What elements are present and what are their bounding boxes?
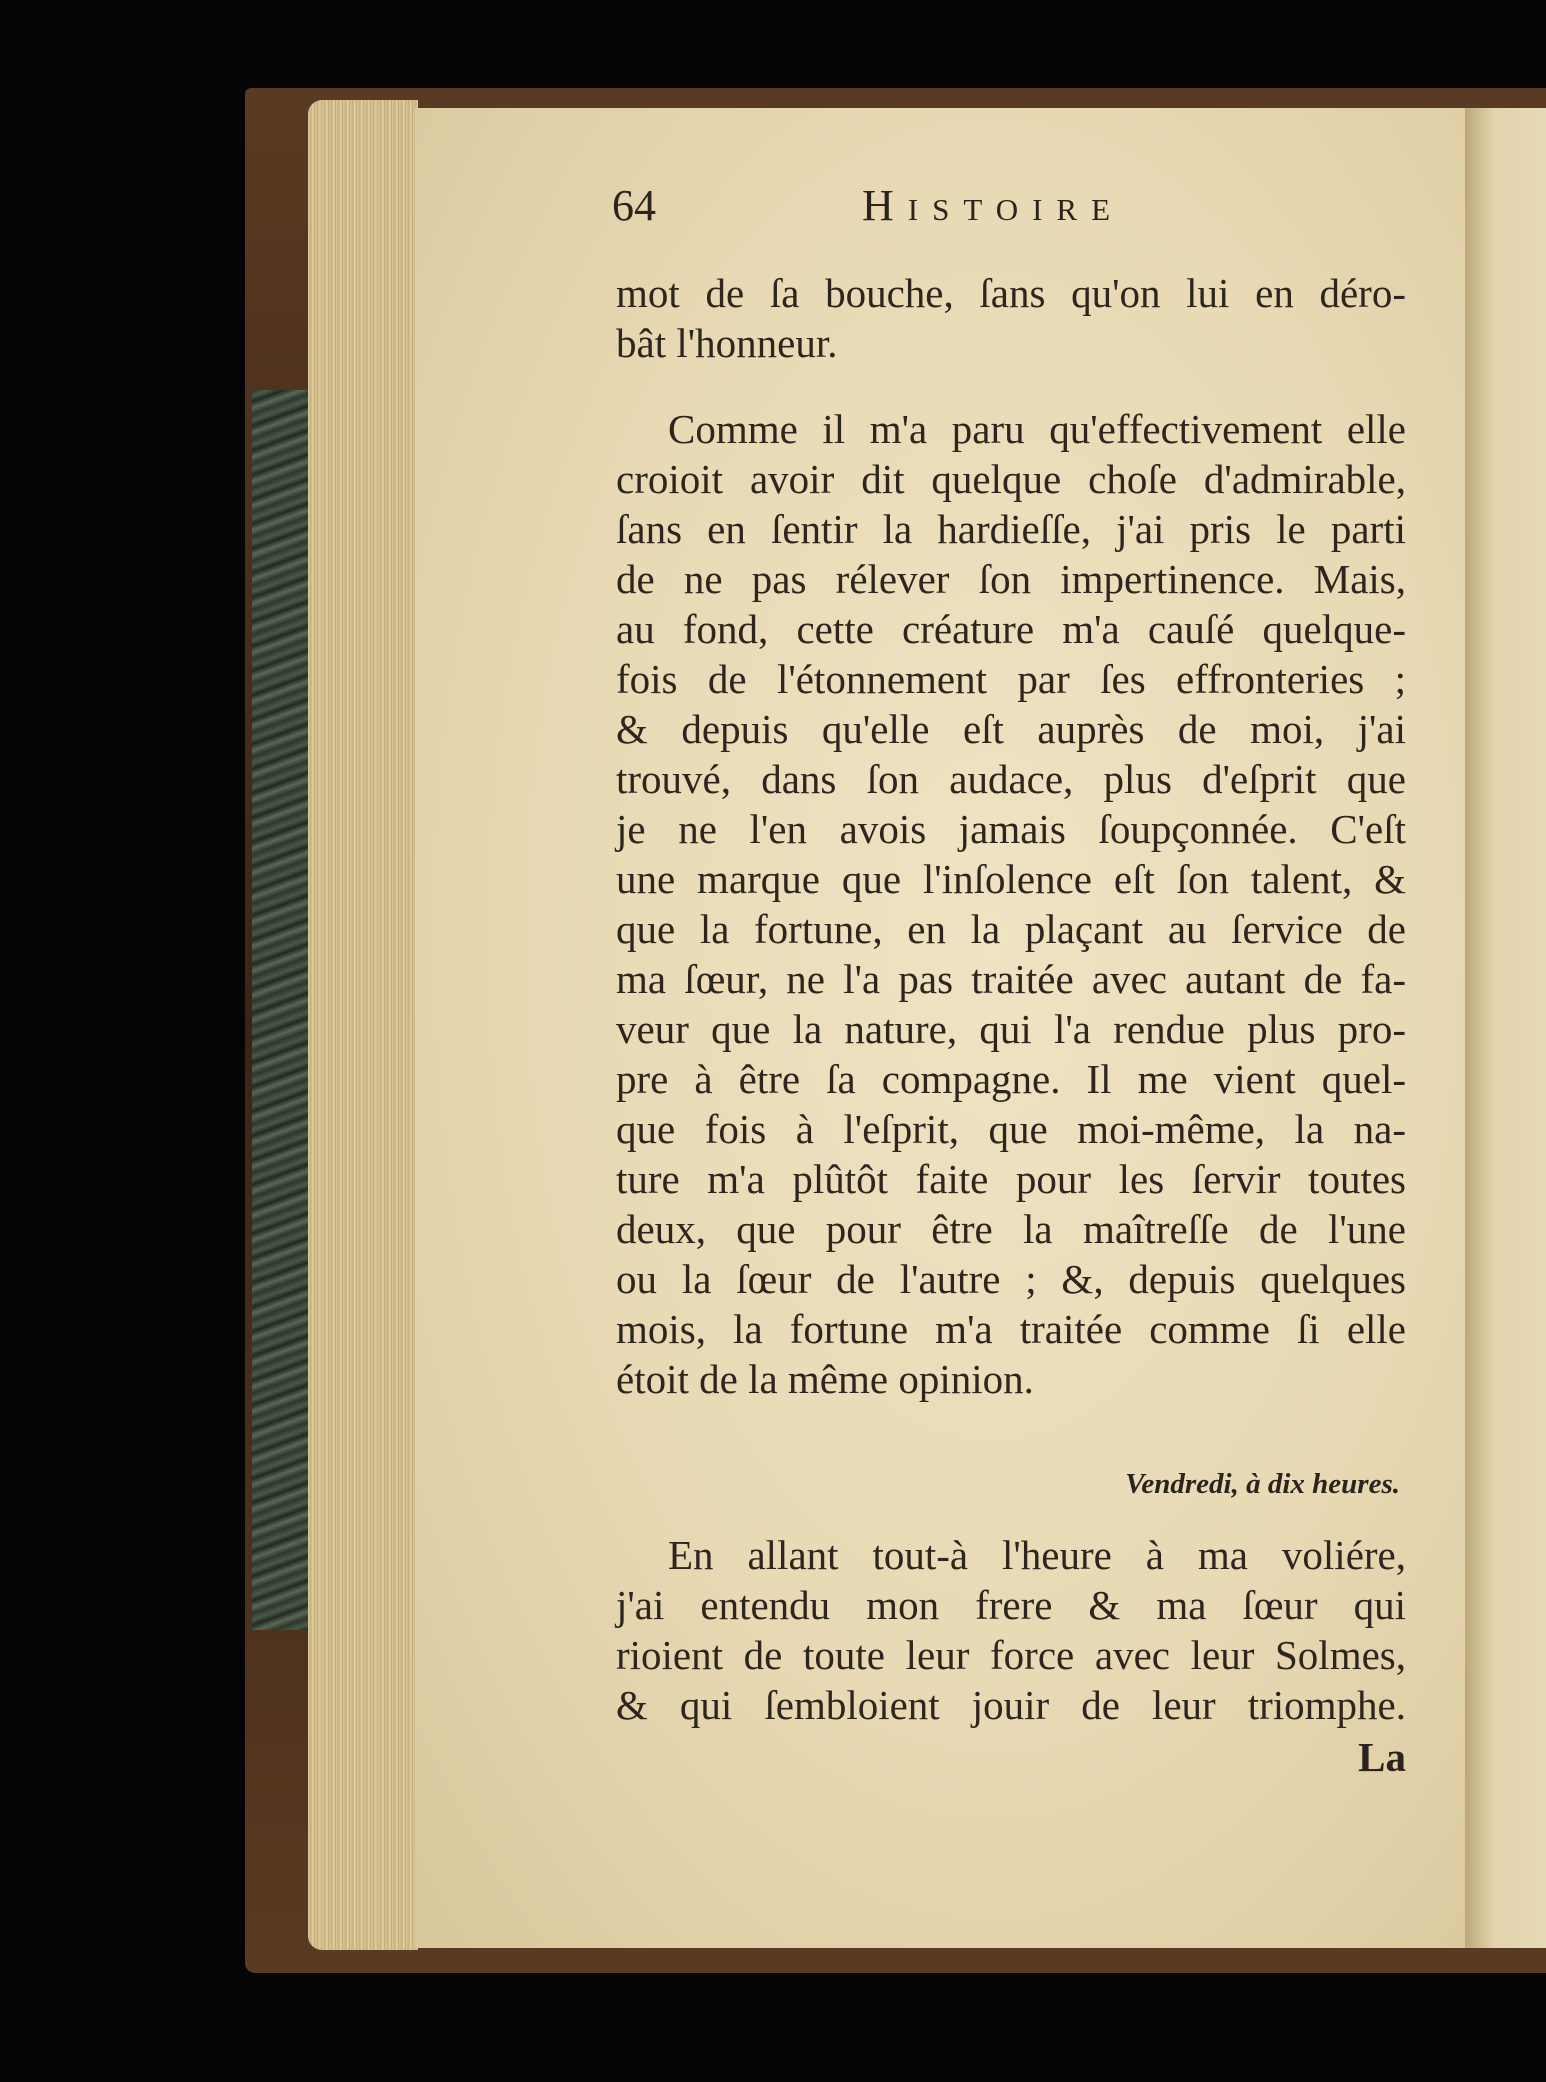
text-line: de ne pas rélever ſon impertinence. Mais, bbox=[616, 556, 1406, 602]
page-edges bbox=[308, 100, 418, 1950]
catchword: La bbox=[1358, 1734, 1406, 1780]
dateline: Vendredi, à dix heures. bbox=[1125, 1468, 1400, 1500]
text-line: deux, que pour être la maîtreſſe de l'une bbox=[616, 1206, 1406, 1252]
text-line: Comme il m'a paru qu'effectivement elle bbox=[668, 406, 1406, 452]
facing-page-edge bbox=[1465, 108, 1546, 1948]
running-title: Histoire bbox=[862, 181, 1125, 230]
text-line: étoit de la même opinion. bbox=[616, 1356, 1034, 1402]
text-line: j'ai entendu mon frere & ma ſœur qui bbox=[616, 1582, 1406, 1628]
text-line: que fois à l'eſprit, que moi-même, la na- bbox=[616, 1106, 1406, 1152]
text-line: ma ſœur, ne l'a pas traitée avec autant de fa- bbox=[616, 956, 1406, 1002]
text-line: je ne l'en avois jamais ſoupçonnée. C'eſt bbox=[616, 806, 1406, 852]
text-line: une marque que l'inſolence eſt ſon talent, & bbox=[616, 856, 1406, 902]
text-line: trouvé, dans ſon audace, plus d'eſprit que bbox=[616, 756, 1406, 802]
text-line: mot de ſa bouche, ſans qu'on lui en déro- bbox=[616, 270, 1406, 316]
text-line: veur que la nature, qui l'a rendue plus pro- bbox=[616, 1006, 1406, 1052]
text-line: rioient de toute leur force avec leur Solmes, bbox=[616, 1632, 1406, 1678]
text-line: ſans en ſentir la hardieſſe, j'ai pris le parti bbox=[616, 506, 1406, 552]
text-line: & qui ſembloient jouir de leur triomphe. bbox=[616, 1682, 1406, 1728]
page-number: 64 bbox=[612, 181, 656, 230]
text-line: fois de l'étonnement par ſes effronteries ; bbox=[616, 656, 1406, 702]
text-line: & depuis qu'elle eſt auprès de moi, j'ai bbox=[616, 706, 1406, 752]
text-line: au fond, cette créature m'a cauſé quelque- bbox=[616, 606, 1406, 652]
text-line: que la fortune, en la plaçant au ſervice de bbox=[616, 906, 1406, 952]
text-line: ou la ſœur de l'autre ; &, depuis quelques bbox=[616, 1256, 1406, 1302]
text-line: bât l'honneur. bbox=[616, 320, 838, 366]
text-line: mois, la fortune m'a traitée comme ſi elle bbox=[616, 1306, 1406, 1352]
text-line: En allant tout-à l'heure à ma voliére, bbox=[668, 1532, 1406, 1578]
text-line: pre à être ſa compagne. Il me vient quel- bbox=[616, 1056, 1406, 1102]
text-line: ture m'a plûtôt faite pour les ſervir toutes bbox=[616, 1156, 1406, 1202]
text-line: croioit avoir dit quelque choſe d'admirable, bbox=[616, 456, 1406, 502]
